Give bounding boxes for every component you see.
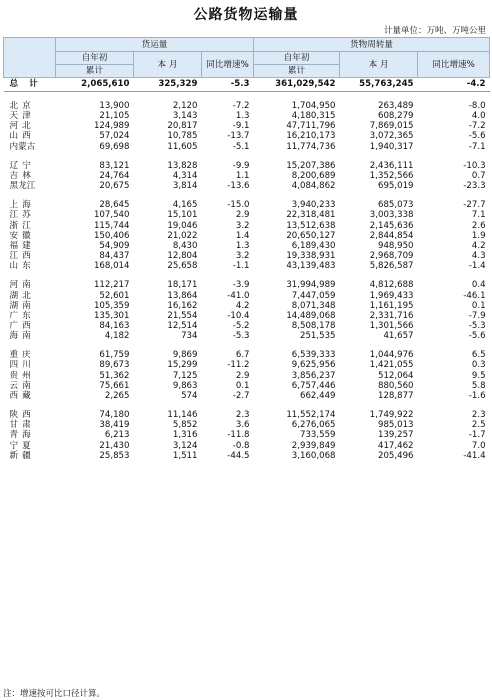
turnover-ytd: 1,704,950	[291, 101, 336, 111]
table-row	[4, 171, 490, 181]
group-spacer	[4, 341, 490, 350]
turnover-yoy: 1.9	[471, 230, 486, 241]
turnover-month: 41,657	[383, 331, 414, 342]
volume-yoy: -44.5	[227, 450, 250, 461]
turnover-yoy: -46.1	[463, 290, 486, 301]
turnover-yoy: -27.7	[463, 200, 486, 211]
province-name: 重庆	[9, 350, 35, 361]
volume-yoy: 6.7	[235, 350, 250, 361]
volume-ytd: 2,265	[104, 390, 130, 401]
table-row	[4, 101, 490, 111]
turnover-yoy: -23.3	[463, 181, 486, 192]
volume-yoy: -2.7	[232, 390, 250, 401]
volume-month: 9,863	[172, 380, 198, 391]
group-spacer-cell	[4, 271, 490, 280]
volume-ytd: 21,430	[99, 440, 130, 451]
volume-yoy: 3.2	[235, 220, 250, 231]
volume-month: 9,869	[172, 350, 198, 361]
turnover-month: 685,073	[377, 200, 414, 211]
freight-table	[3, 37, 490, 461]
group-spacer	[4, 401, 490, 410]
volume-yoy: 1.1	[235, 170, 250, 181]
total-turnover-ytd: 361,029,542	[254, 78, 340, 92]
table-row	[4, 331, 490, 341]
turnover-month: 417,462	[377, 440, 414, 451]
group-spacer	[4, 92, 490, 102]
province-name: 广东	[9, 310, 35, 321]
turnover-yoy: -10.3	[463, 160, 486, 171]
volume-ytd: 51,362	[99, 370, 130, 381]
volume-ytd: 21,105	[99, 111, 130, 122]
volume-ytd: 13,900	[99, 101, 130, 111]
table-row	[4, 441, 490, 451]
province-name: 湖北	[9, 290, 35, 301]
volume-month: 574	[181, 390, 198, 401]
province-name: 北京	[9, 101, 35, 111]
volume-yoy: -11.2	[227, 360, 250, 371]
province-name: 广西	[9, 320, 35, 331]
volume-ytd: 24,764	[99, 170, 130, 181]
turnover-ytd: 4,180,315	[291, 111, 336, 122]
group-spacer-cell	[4, 401, 490, 410]
turnover-ytd: 6,757,446	[291, 380, 336, 391]
province-name: 湖南	[9, 300, 35, 311]
volume-month: 7,125	[172, 370, 198, 381]
volume-ytd: 89,673	[99, 360, 130, 371]
turnover-ytd: 662,449	[299, 390, 336, 401]
turnover-month: 5,826,587	[369, 261, 414, 272]
turnover-ytd: 9,625,956	[291, 360, 336, 371]
turnover-yoy: -5.3	[468, 320, 486, 331]
turnover-month: 263,489	[377, 101, 414, 111]
turnover-yoy: -7.9	[468, 310, 486, 321]
turnover-ytd: 11,552,174	[286, 410, 336, 421]
unit-label: 计量单位：万吨、万吨公里	[383, 26, 486, 36]
table-row	[4, 430, 490, 440]
volume-ytd: 168,014	[93, 261, 130, 272]
volume-ytd: 28,645	[99, 200, 130, 211]
table-row	[4, 231, 490, 241]
turnover-yoy: -41.4	[463, 450, 486, 461]
turnover-yoy: 6.5	[471, 350, 486, 361]
province-name: 西藏	[9, 390, 35, 401]
volume-month: 2,120	[172, 101, 198, 111]
turnover-yoy: 0.4	[471, 280, 486, 291]
volume-month: 19,046	[167, 220, 198, 231]
province-name: 吉林	[9, 170, 35, 181]
volume-ytd: 74,180	[99, 410, 130, 421]
table-row	[4, 121, 490, 131]
turnover-month: 985,013	[377, 420, 414, 431]
turnover-yoy: -5.6	[468, 131, 486, 142]
turnover-ytd: 3,940,233	[291, 200, 336, 211]
province-name: 青海	[9, 430, 35, 441]
volume-month: 11,146	[167, 410, 198, 421]
volume-month: 16,162	[167, 300, 198, 311]
turnover-yoy: -8.0	[468, 101, 486, 111]
table-row	[4, 321, 490, 331]
volume-ytd: 105,359	[93, 300, 130, 311]
table-row	[4, 381, 490, 391]
turnover-yoy: 4.3	[471, 251, 486, 262]
province-name: 辽宁	[9, 160, 35, 171]
volume-ytd: 150,406	[93, 230, 130, 241]
table-row	[4, 291, 490, 301]
volume-ytd: 112,217	[93, 280, 130, 291]
table-row	[4, 301, 490, 311]
table-row	[4, 420, 490, 430]
volume-month: 1,316	[172, 430, 198, 441]
turnover-ytd: 733,559	[299, 430, 336, 441]
table-row	[4, 280, 490, 290]
turnover-month: 139,257	[377, 430, 414, 441]
volume-ytd: 115,744	[93, 220, 130, 231]
turnover-ytd: 8,508,178	[291, 320, 336, 331]
turnover-month: 880,560	[377, 380, 414, 391]
table-row	[4, 451, 490, 461]
header-volume-ytd-1: 自年初	[56, 52, 134, 65]
volume-month: 1,511	[172, 450, 198, 461]
turnover-month: 1,940,317	[369, 141, 414, 152]
turnover-yoy: -1.4	[468, 261, 486, 272]
volume-month: 13,864	[167, 290, 198, 301]
province-name: 天津	[9, 111, 35, 122]
turnover-ytd: 22,318,481	[286, 210, 336, 221]
turnover-yoy: 0.1	[471, 300, 486, 311]
province-name: 新疆	[9, 450, 35, 461]
turnover-month: 7,869,015	[369, 121, 414, 132]
volume-ytd: 84,437	[99, 251, 130, 262]
turnover-month: 2,436,111	[369, 160, 414, 171]
turnover-month: 1,421,055	[369, 360, 414, 371]
turnover-month: 1,301,566	[369, 320, 414, 331]
province-name: 贵州	[9, 370, 35, 381]
volume-ytd: 83,121	[99, 160, 130, 171]
turnover-month: 128,877	[377, 390, 414, 401]
province-name: 宁夏	[9, 440, 35, 451]
turnover-month: 4,812,688	[369, 280, 414, 291]
volume-month: 4,165	[172, 200, 198, 211]
volume-yoy: -0.8	[232, 440, 250, 451]
volume-yoy: 1.3	[235, 240, 250, 251]
turnover-month: 1,161,195	[369, 300, 414, 311]
province-name: 浙江	[9, 220, 35, 231]
province-name: 河南	[9, 280, 35, 291]
volume-month: 8,430	[172, 240, 198, 251]
turnover-yoy: 4.2	[471, 240, 486, 251]
province-name: 陕西	[9, 410, 35, 421]
turnover-ytd: 4,084,862	[291, 181, 336, 192]
volume-ytd: 6,213	[104, 430, 130, 441]
group-spacer	[4, 271, 490, 280]
volume-yoy: 0.1	[235, 380, 250, 391]
total-volume-month: 325,329	[134, 78, 202, 92]
turnover-month: 1,352,566	[369, 170, 414, 181]
volume-yoy: -9.1	[232, 121, 250, 132]
turnover-ytd: 6,189,430	[291, 240, 336, 251]
volume-yoy: -5.2	[232, 320, 250, 331]
table-row	[4, 391, 490, 401]
table-row	[4, 311, 490, 321]
turnover-yoy: 0.7	[471, 170, 486, 181]
volume-ytd: 107,540	[93, 210, 130, 221]
volume-month: 734	[181, 331, 198, 342]
province-name: 四川	[9, 360, 35, 371]
volume-month: 3,143	[172, 111, 198, 122]
turnover-ytd: 47,711,796	[286, 121, 336, 132]
group-spacer-cell	[4, 92, 490, 102]
volume-month: 10,785	[167, 131, 198, 142]
turnover-yoy: 4.0	[471, 111, 486, 122]
province-name: 上海	[9, 200, 35, 211]
province-name: 甘肃	[9, 420, 35, 431]
volume-month: 21,554	[167, 310, 198, 321]
volume-month: 4,314	[172, 170, 198, 181]
volume-ytd: 38,419	[99, 420, 130, 431]
volume-yoy: 2.9	[235, 210, 250, 221]
turnover-month: 2,968,709	[369, 251, 414, 262]
volume-yoy: -41.0	[227, 290, 250, 301]
volume-yoy: -7.2	[232, 101, 250, 111]
turnover-ytd: 6,539,333	[291, 350, 336, 361]
volume-ytd: 25,853	[99, 450, 130, 461]
group-spacer-cell	[4, 341, 490, 350]
table-row	[4, 111, 490, 121]
volume-month: 3,814	[172, 181, 198, 192]
group-spacer-cell	[4, 191, 490, 200]
turnover-month: 3,072,365	[369, 131, 414, 142]
group-spacer-cell	[4, 152, 490, 161]
footnote: 注：增速按可比口径计算。	[3, 689, 106, 699]
turnover-yoy: -7.2	[468, 121, 486, 132]
turnover-yoy: 0.3	[471, 360, 486, 371]
volume-month: 13,828	[167, 160, 198, 171]
volume-ytd: 4,182	[104, 331, 130, 342]
total-volume-yoy: -5.3	[202, 78, 254, 92]
turnover-month: 948,950	[377, 240, 414, 251]
table-row	[4, 410, 490, 420]
total-turnover-yoy: -4.2	[418, 78, 490, 92]
header-volume-month: 本 月	[134, 52, 202, 78]
turnover-ytd: 8,071,348	[291, 300, 336, 311]
volume-ytd: 54,909	[99, 240, 130, 251]
turnover-month: 695,019	[377, 181, 414, 192]
volume-yoy: 3.6	[235, 420, 250, 431]
volume-ytd: 135,301	[93, 310, 130, 321]
volume-month: 3,124	[172, 440, 198, 451]
table-row	[4, 371, 490, 381]
province-name: 黑龙江	[9, 181, 36, 192]
table-row	[4, 350, 490, 360]
turnover-ytd: 19,338,931	[286, 251, 336, 262]
volume-yoy: 1.3	[235, 111, 250, 122]
volume-yoy: -5.1	[232, 141, 250, 152]
header-volume-ytd-2: 累计	[56, 65, 134, 78]
turnover-yoy: 7.0	[471, 440, 486, 451]
header-turnover-month: 本 月	[340, 52, 418, 78]
turnover-yoy: -5.6	[468, 331, 486, 342]
volume-yoy: -3.9	[232, 280, 250, 291]
table-row	[4, 360, 490, 370]
group-spacer	[4, 152, 490, 161]
table-row	[4, 251, 490, 261]
header-turnover-ytd-1: 自年初	[254, 52, 340, 65]
volume-month: 25,658	[167, 261, 198, 272]
header-volume-group: 货运量	[56, 38, 254, 52]
volume-month: 15,101	[167, 210, 198, 221]
turnover-month: 2,145,636	[369, 220, 414, 231]
turnover-yoy: 7.1	[471, 210, 486, 221]
table-row	[4, 161, 490, 171]
turnover-ytd: 11,774,736	[286, 141, 336, 152]
province-name: 云南	[9, 380, 35, 391]
volume-month: 5,852	[172, 420, 198, 431]
volume-yoy: 3.2	[235, 251, 250, 262]
volume-ytd: 61,759	[99, 350, 130, 361]
total-turnover-month: 55,763,245	[340, 78, 418, 92]
volume-yoy: 4.2	[235, 300, 250, 311]
table-row	[4, 241, 490, 251]
total-label: 总 计	[4, 78, 56, 92]
turnover-month: 205,496	[377, 450, 414, 461]
province-name: 海南	[9, 331, 35, 342]
turnover-ytd: 15,207,386	[286, 160, 336, 171]
table-row	[4, 210, 490, 220]
page-title: 公路货物运输量	[193, 7, 299, 23]
table-row	[4, 131, 490, 141]
turnover-ytd: 31,994,989	[286, 280, 336, 291]
turnover-yoy: 2.6	[471, 220, 486, 231]
turnover-ytd: 3,160,068	[291, 450, 336, 461]
turnover-ytd: 7,447,059	[291, 290, 336, 301]
volume-ytd: 57,024	[99, 131, 130, 142]
volume-month: 11,605	[167, 141, 198, 152]
group-spacer	[4, 191, 490, 200]
province-name: 江西	[9, 251, 35, 262]
volume-ytd: 84,163	[99, 320, 130, 331]
table-row	[4, 142, 490, 152]
volume-ytd: 69,698	[99, 141, 130, 152]
turnover-yoy: 9.5	[471, 370, 486, 381]
province-name: 内蒙古	[9, 141, 36, 152]
volume-month: 20,817	[167, 121, 198, 132]
turnover-month: 1,969,433	[369, 290, 414, 301]
turnover-ytd: 16,210,173	[286, 131, 336, 142]
turnover-yoy: -1.7	[468, 430, 486, 441]
turnover-yoy: 2.3	[471, 410, 486, 421]
volume-yoy: 1.4	[235, 230, 250, 241]
turnover-yoy: -1.6	[468, 390, 486, 401]
turnover-yoy: 2.5	[471, 420, 486, 431]
table-row	[4, 261, 490, 271]
volume-yoy: 2.9	[235, 370, 250, 381]
turnover-ytd: 43,139,483	[286, 261, 336, 272]
volume-yoy: -9.9	[232, 160, 250, 171]
turnover-month: 608,279	[377, 111, 414, 122]
volume-yoy: -10.4	[227, 310, 250, 321]
header-volume-yoy: 同比增速%	[202, 52, 254, 78]
province-name: 河北	[9, 121, 35, 132]
volume-ytd: 52,601	[99, 290, 130, 301]
total-volume-ytd: 2,065,610	[56, 78, 134, 92]
table-row	[4, 221, 490, 231]
volume-month: 12,514	[167, 320, 198, 331]
province-name: 山东	[9, 261, 35, 272]
volume-month: 12,804	[167, 251, 198, 262]
turnover-month: 1,044,976	[369, 350, 414, 361]
province-name: 福建	[9, 240, 35, 251]
turnover-ytd: 3,856,237	[291, 370, 336, 381]
volume-month: 18,171	[167, 280, 198, 291]
province-name: 江苏	[9, 210, 35, 221]
turnover-yoy: -7.1	[468, 141, 486, 152]
province-name: 安徽	[9, 230, 35, 241]
turnover-ytd: 20,650,127	[286, 230, 336, 241]
turnover-month: 1,749,922	[369, 410, 414, 421]
header-turnover-group: 货物周转量	[254, 38, 490, 52]
turnover-ytd: 13,512,638	[286, 220, 336, 231]
volume-yoy: -13.7	[227, 131, 250, 142]
volume-yoy: -5.3	[232, 331, 250, 342]
volume-yoy: -11.8	[227, 430, 250, 441]
volume-ytd: 20,675	[99, 181, 130, 192]
turnover-month: 2,844,854	[369, 230, 414, 241]
table-row	[4, 181, 490, 191]
volume-yoy: -1.1	[232, 261, 250, 272]
table-row	[4, 200, 490, 210]
volume-yoy: -13.6	[227, 181, 250, 192]
volume-yoy: -15.0	[227, 200, 250, 211]
volume-ytd: 75,661	[99, 380, 130, 391]
turnover-ytd: 14,489,068	[286, 310, 336, 321]
total-row	[4, 78, 490, 92]
turnover-month: 512,064	[377, 370, 414, 381]
volume-month: 21,022	[167, 230, 198, 241]
header-turnover-ytd-2: 累计	[254, 65, 340, 78]
turnover-month: 2,331,716	[369, 310, 414, 321]
province-name: 山西	[9, 131, 35, 142]
turnover-ytd: 2,939,849	[291, 440, 336, 451]
volume-ytd: 124,989	[93, 121, 130, 132]
header-turnover-yoy: 同比增速%	[418, 52, 490, 78]
volume-yoy: 2.3	[235, 410, 250, 421]
turnover-month: 3,003,338	[369, 210, 414, 221]
header-region	[4, 38, 56, 78]
turnover-ytd: 6,276,065	[291, 420, 336, 431]
turnover-yoy: 5.8	[471, 380, 486, 391]
turnover-ytd: 8,200,689	[291, 170, 336, 181]
volume-month: 15,299	[167, 360, 198, 371]
turnover-ytd: 251,535	[299, 331, 336, 342]
